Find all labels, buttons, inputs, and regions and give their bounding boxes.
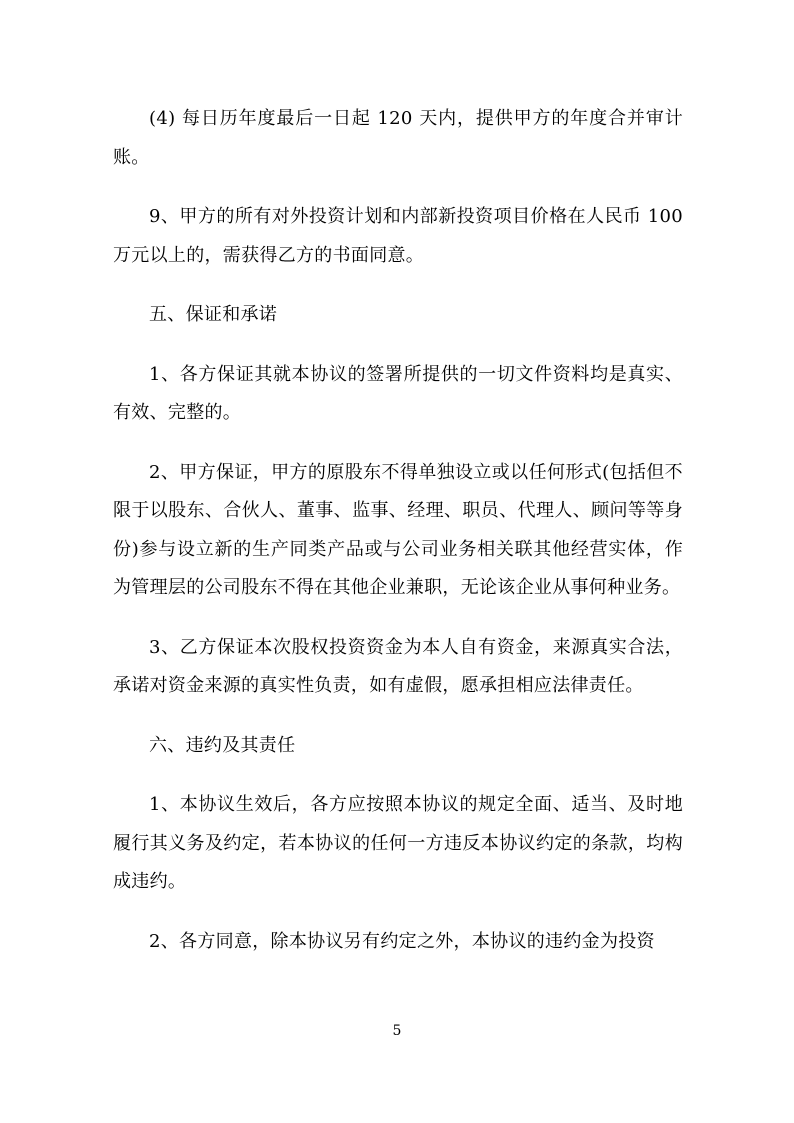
paragraph-investment-approval: 9、甲方的所有对外投资计划和内部新投资项目价格在人民币 100 万元以上的，需获得乙方的书面同意。 [113,206,683,266]
paragraph-guarantee-non-compete: 2、甲方保证，甲方的原股东不得单独设立或以任何形式(包括但不限于以股东、合伙人、董事、监事、经理、职员、代理人、顾问等等身份)参与设立新的生产同类产品或与公司业务相关联其他经营实体，作为管理层的公司股东不得在其他企业兼职，无论该企业从事何种业务。 [113,461,683,598]
page-number: 5 [392,1023,402,1039]
paragraph-guarantee-documents: 1、各方保证其就本协议的签署所提供的一切文件资料均是真实、有效、完整的。 [113,363,683,423]
document-body [113,100,683,961]
section-heading-breach: 六、违约及其责任 [149,734,296,756]
paragraph-audit-accounts: (4) 每日历年度最后一日起 120 天内，提供甲方的年度合并审计账。 [113,108,683,168]
paragraph-breach-definition: 1、本协议生效后，各方应按照本协议的规定全面、适当、及时地履行其义务及约定，若本协议的任何一方违反本协议约定的条款，均构成违约。 [113,794,683,892]
paragraph-breach-penalty: 2、各方同意，除本协议另有约定之外，本协议的违约金为投资 [149,930,655,952]
section-heading-guarantees: 五、保证和承诺 [149,304,278,325]
paragraph-guarantee-funds: 3、乙方保证本次股权投资资金为本人自有资金，来源真实合法，承诺对资金来源的真实性负责，如有虚假，愿承担相应法律责任。 [113,636,683,696]
